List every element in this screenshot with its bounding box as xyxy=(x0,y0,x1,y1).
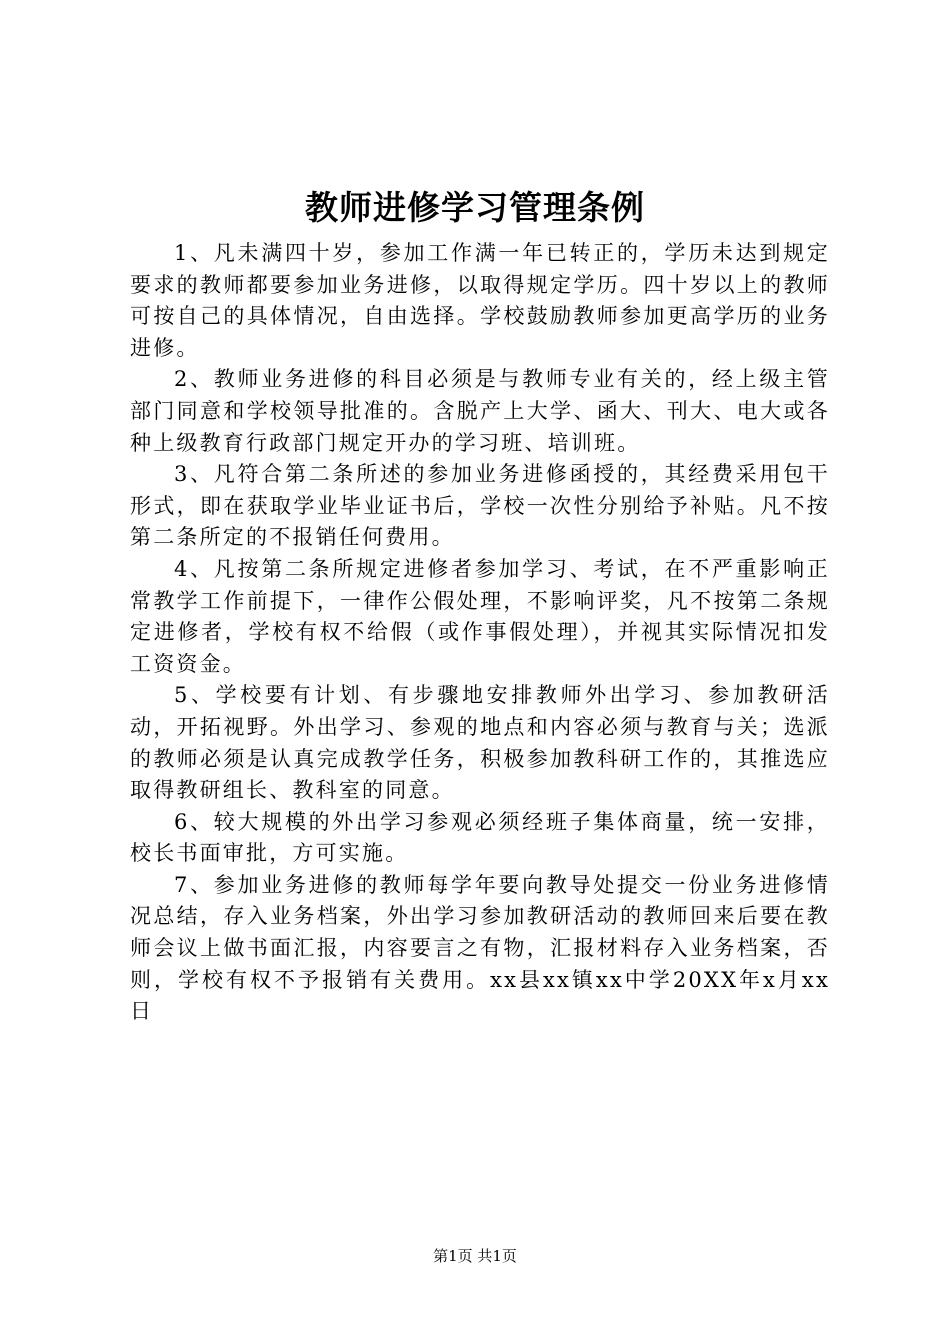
clause-4: 4、凡按第二条所规定进修者参加学习、考试，在不严重影响正常教学工作前提下，一律作公假处理，不影响评奖，凡不按第二条规定进修者，学校有权不给假（或作事假处理），并视其实际情况扣发工资资金。 xyxy=(130,556,830,676)
clause-1: 1、凡未满四十岁，参加工作满一年已转正的，学历未达到规定要求的教师都要参加业务进修，以取得规定学历。四十岁以上的教师可按自己的具体情况，自由选择。学校鼓励教师参加更高学历的业务进修。 xyxy=(130,241,830,360)
document-body xyxy=(130,238,830,1028)
clause-7: 7、参加业务进修的教师每学年要向教导处提交一份业务进修情况总结，存入业务档案，外出学习参加教研活动的教师回来后要在教师会议上做书面汇报，内容要言之有物，汇报材料存入业务档案，否则，学校有权不予报销有关费用。xx县xx镇xx中学20XX年x月xx日 xyxy=(130,872,830,1024)
page-number-footer: 第1页 共1页 xyxy=(433,1247,517,1265)
clause-3: 3、凡符合第二条所述的参加业务进修函授的，其经费采用包干形式，即在获取学业毕业证书后，学校一次性分别给予补贴。凡不按第二条所定的不报销任何费用。 xyxy=(130,462,830,550)
document-title: 教师进修学习管理条例 xyxy=(305,188,645,227)
clause-2: 2、教师业务进修的科目必须是与教师专业有关的，经上级主管部门同意和学校领导批准的。含脱产上大学、函大、刊大、电大或各种上级教育行政部门规定开办的学习班、培训班。 xyxy=(130,367,830,455)
clause-5: 5、学校要有计划、有步骤地安排教师外出学习、参加教研活动，开拓视野。外出学习、参观的地点和内容必须与教育与关；选派的教师必须是认真完成教学任务，积极参加教科研工作的，其推选应取得教研组长、教科室的同意。 xyxy=(130,683,830,803)
clause-6: 6、较大规模的外出学习参观必须经班子集体商量，统一安排，校长书面审批，方可实施。 xyxy=(130,809,830,866)
